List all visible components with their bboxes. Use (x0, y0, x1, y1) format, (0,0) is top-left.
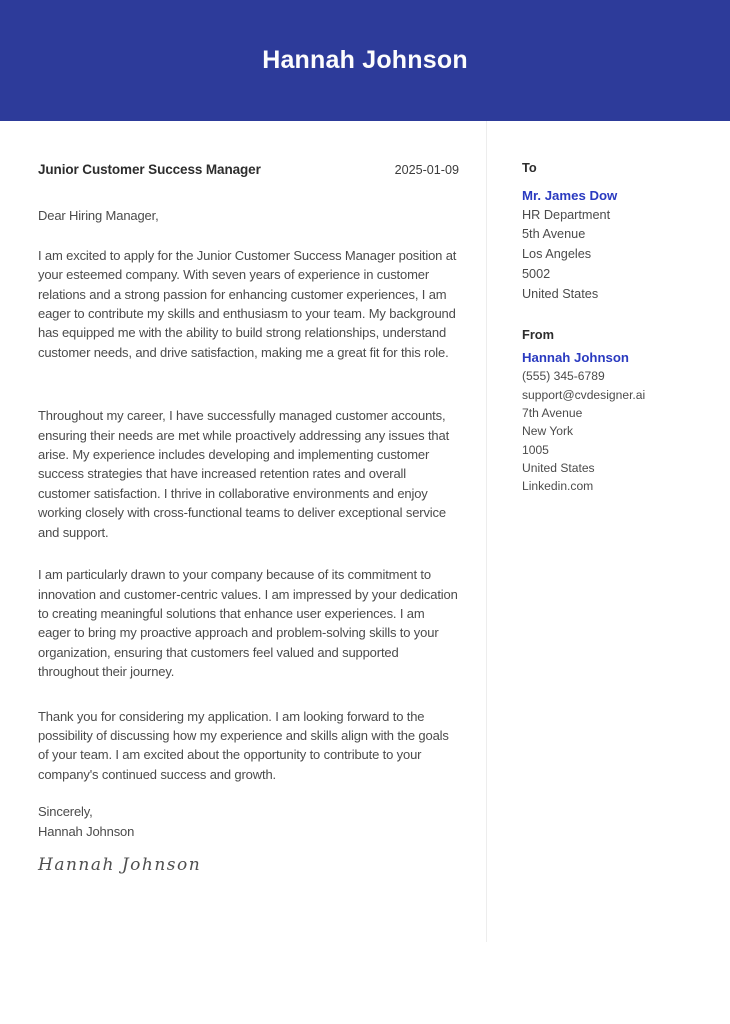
closing-name: Hannah Johnson (38, 823, 135, 839)
letter-paragraph: I am excited to apply for the Junior Customer Success Manager position at your esteemed company. With seven years of experience in customer relations and a strong passion for enhancing customer experiences, I am eager to contribute my skills and enthusiasm to your team. My background has equipped me with the ability to build strong relationships, understand customer needs, and drive satisfaction, making me a great fit for this role. (38, 247, 457, 360)
sender-linkedin: Linkedin.com (522, 479, 594, 494)
letter-paragraph: I am particularly drawn to your company because of its commitment to innovation and customer-centric values. I am impressed by your dedication to creating meaningful solutions that enhance user experiences. I am eager to bring my proactive approach and problem-solving skills to your organization, ensuring that customers feel valued and supported throughout their journey. (38, 567, 458, 680)
sender-name-link[interactable]: Hannah Johnson (522, 350, 629, 366)
recipient-name-link[interactable]: Mr. James Dow (522, 187, 618, 203)
contact-column (522, 158, 697, 495)
recipient-line: United States (522, 286, 599, 301)
sender-line: New York (522, 424, 574, 439)
title-row (38, 160, 459, 180)
from-heading: From (522, 326, 554, 342)
sender-email: support@cvdesigner.ai (522, 387, 646, 402)
job-title: Junior Customer Success Manager (38, 162, 261, 177)
letter-paragraph: Throughout my career, I have successfully managed customer accounts, ensuring their needs are met while proactively addressing any issues that arise. My experience includes developing and implementing customer success strategies that have increased retention rates and overall customer satisfaction. I thrive in collaborative environments and enjoy working closely with cross-functional teams to deliver exceptional service and support. (38, 408, 450, 540)
sender-phone: (555) 345-6789 (522, 369, 605, 384)
handwritten-signature: Hannah Johnson (38, 854, 202, 875)
header-banner (0, 0, 730, 121)
letter-column (38, 160, 459, 877)
sender-line: United States (522, 460, 595, 475)
sender-line: 7th Avenue (522, 405, 583, 420)
recipient-line: 5002 (522, 266, 551, 281)
to-heading: To (522, 160, 537, 175)
column-divider (486, 121, 487, 942)
closing-block (38, 802, 459, 841)
recipient-line: HR Department (522, 207, 611, 222)
sender-line: 1005 (522, 442, 549, 457)
recipient-line: 5th Avenue (522, 227, 586, 242)
recipient-line: Los Angeles (522, 247, 592, 262)
sender-details (522, 367, 697, 495)
letter-date: 2025-01-09 (394, 163, 459, 177)
closing-word: Sincerely, (38, 804, 93, 820)
page-title: Hannah Johnson (262, 46, 468, 74)
salutation: Dear Hiring Manager, (38, 208, 159, 224)
recipient-address (522, 206, 697, 305)
letter-paragraph: Thank you for considering my application. I am looking forward to the possibility of discussing how my experience and skills align with the goals of your team. I am excited about the opportunity to contribute to your company's continued success and growth. (38, 708, 449, 782)
